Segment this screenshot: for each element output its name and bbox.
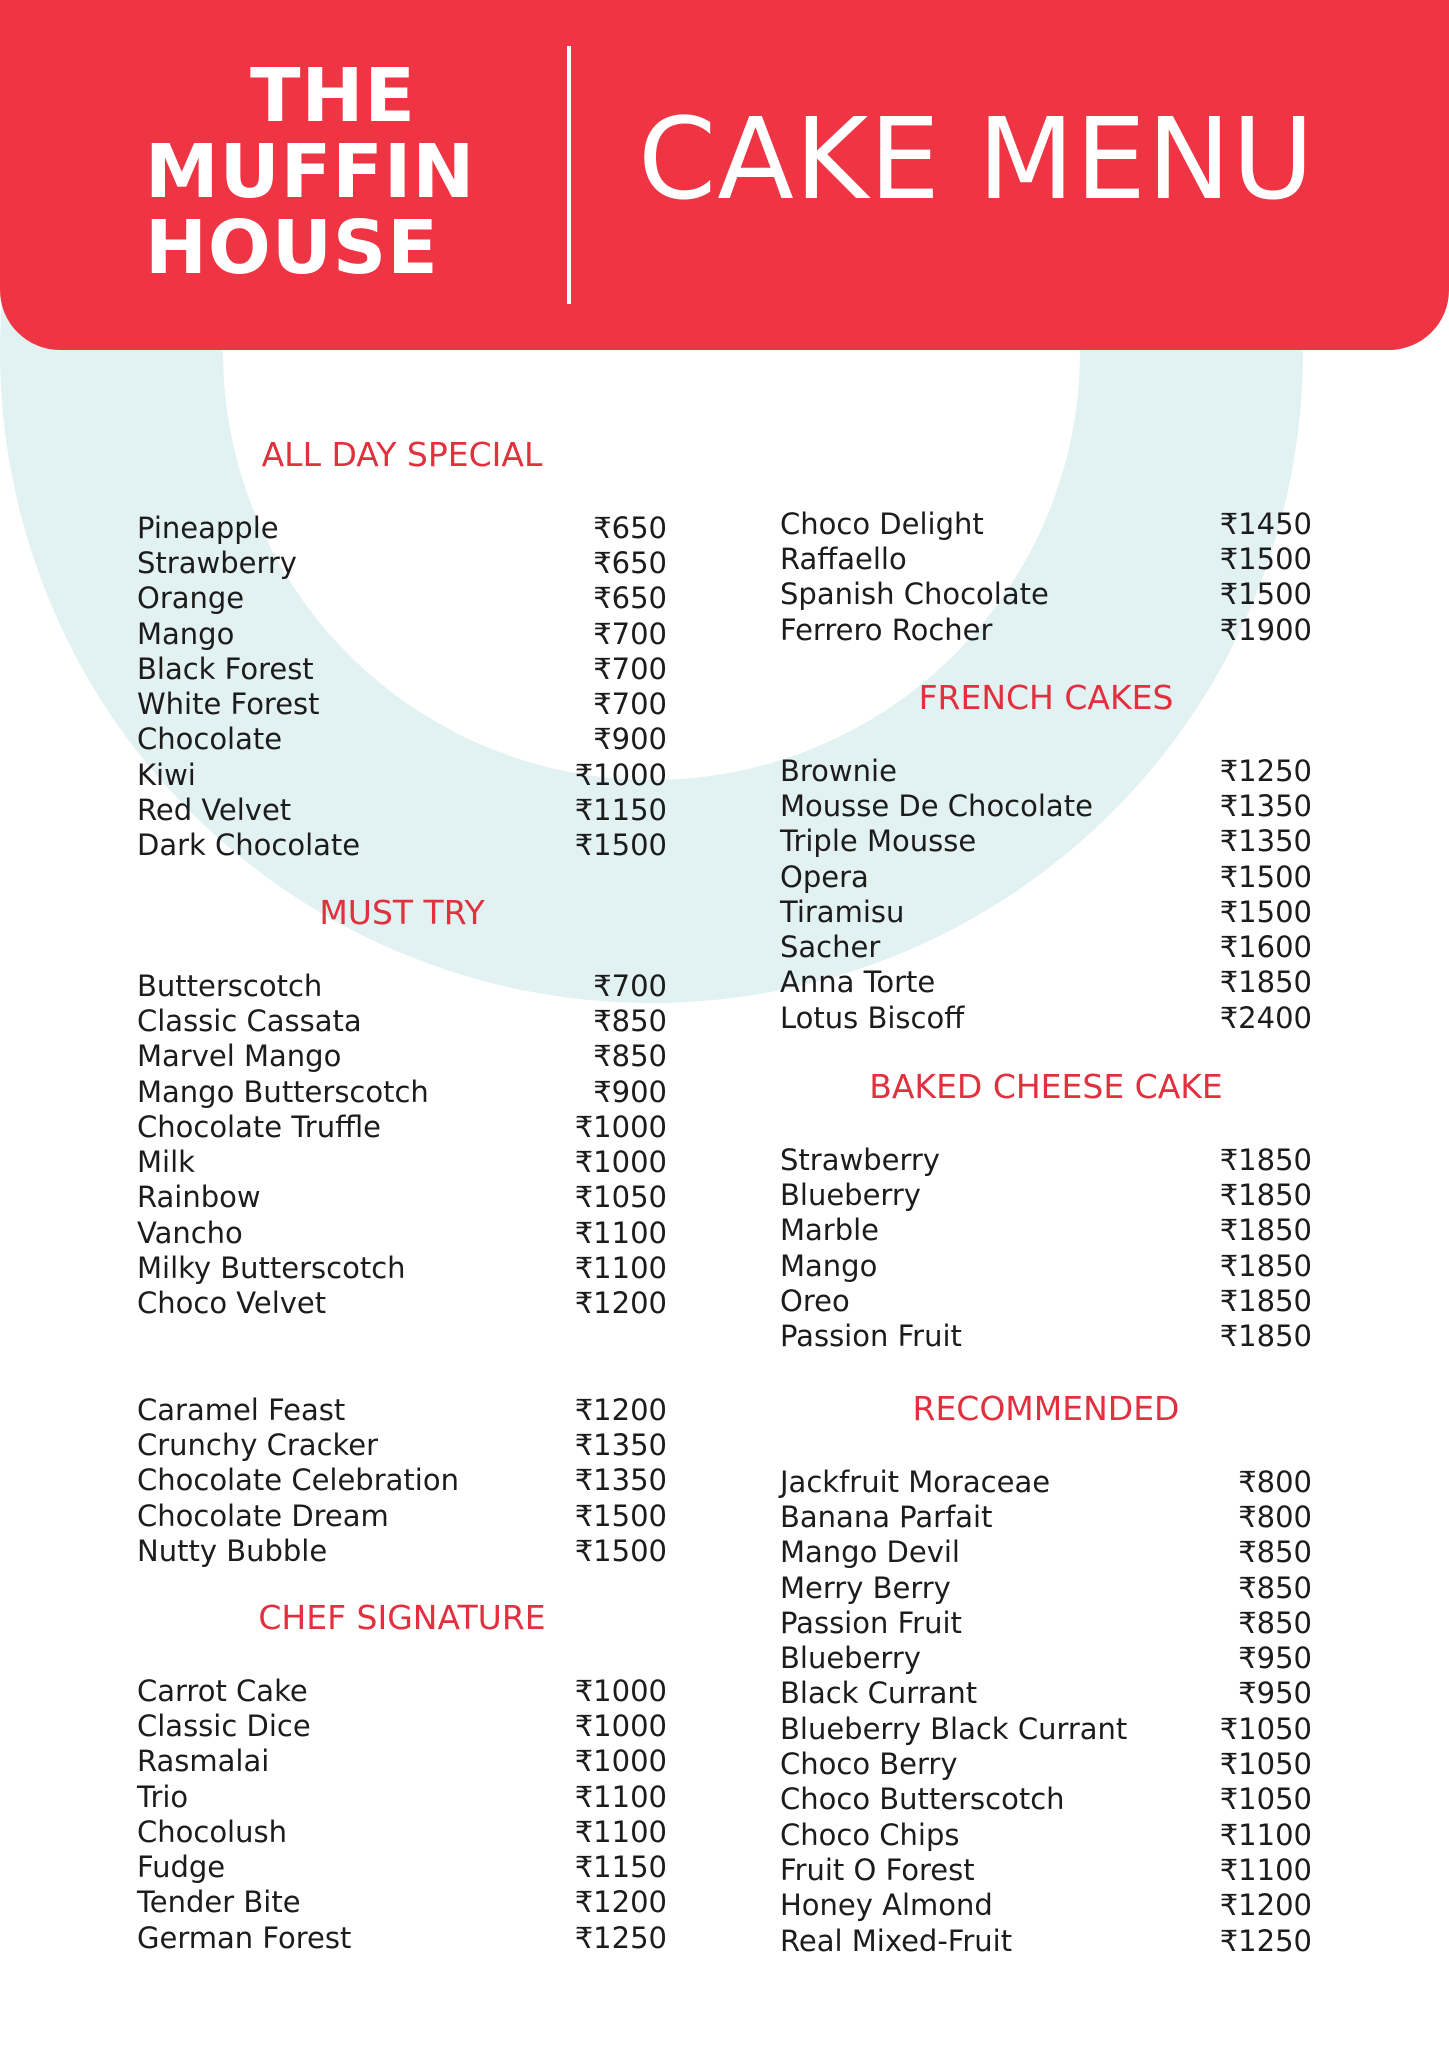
menu-item-name: Classic Dice	[137, 1708, 311, 1743]
menu-item-price: ₹700	[593, 968, 667, 1003]
menu-item-row	[137, 1250, 667, 1285]
menu-item-name: Blueberry	[780, 1177, 921, 1212]
menu-item-price: ₹1100	[574, 1215, 667, 1250]
menu-item-row	[137, 1144, 667, 1179]
menu-item-price: ₹1850	[1219, 1213, 1312, 1248]
menu-item-price: ₹1850	[1219, 1248, 1312, 1283]
menu-item-row	[137, 581, 667, 616]
menu-item-name: Choco Chips	[780, 1817, 960, 1852]
menu-item-row	[137, 757, 667, 792]
menu-item-name: Merry Berry	[780, 1570, 951, 1605]
menu-item-row	[137, 1074, 667, 1109]
menu-item-price: ₹1150	[574, 793, 667, 828]
menu-item-row	[137, 1392, 667, 1427]
brand-line-3: HOUSE	[145, 205, 439, 291]
menu-item-row	[780, 1283, 1312, 1318]
menu-item-row	[137, 1109, 667, 1144]
menu-item-price: ₹1900	[1219, 612, 1312, 647]
menu-item-name: Fudge	[137, 1850, 226, 1885]
menu-item-name: Choco Velvet	[137, 1286, 327, 1321]
menu-item-name: Caramel Feast	[137, 1392, 346, 1427]
section-must-try	[137, 968, 667, 1321]
menu-item-price: ₹1100	[1219, 1852, 1312, 1887]
section-chef-signature	[137, 1673, 667, 1955]
menu-item-row	[780, 1248, 1312, 1283]
menu-item-name: Kiwi	[137, 757, 196, 792]
section-title-baked-cheese-cake: BAKED CHEESE CAKE	[869, 1067, 1223, 1106]
menu-item-name: Classic Cassata	[137, 1003, 362, 1038]
menu-item-name: Pineapple	[137, 510, 279, 545]
menu-item-row	[780, 1676, 1312, 1711]
menu-item-row	[780, 1213, 1312, 1248]
menu-item-name: Mango Butterscotch	[137, 1074, 429, 1109]
menu-item-price: ₹1250	[574, 1920, 667, 1955]
menu-item-row	[137, 545, 667, 580]
menu-title: CAKE MENU	[638, 95, 1315, 225]
menu-item-row	[780, 1888, 1312, 1923]
menu-item-price: ₹1050	[574, 1180, 667, 1215]
menu-item-row	[780, 753, 1312, 788]
menu-item-name: Blueberry	[780, 1641, 921, 1676]
menu-item-name: Rainbow	[137, 1180, 261, 1215]
menu-item-name: Milky Butterscotch	[137, 1251, 406, 1286]
menu-item-price: ₹1850	[1219, 1142, 1312, 1177]
menu-item-price: ₹900	[593, 1074, 667, 1109]
menu-item-row	[137, 651, 667, 686]
menu-item-row	[780, 577, 1312, 612]
menu-item-price: ₹700	[593, 616, 667, 651]
menu-item-name: German Forest	[137, 1920, 352, 1955]
menu-item-name: Spanish Chocolate	[780, 577, 1049, 612]
menu-item-row	[780, 1499, 1312, 1534]
menu-item-row	[780, 1852, 1312, 1887]
menu-item-name: Mango	[137, 616, 235, 651]
section-more-cakes	[137, 1392, 667, 1568]
menu-item-price: ₹800	[1238, 1499, 1312, 1534]
menu-item-row	[780, 1923, 1312, 1958]
menu-item-row	[137, 1215, 667, 1250]
menu-item-name: Strawberry	[137, 545, 297, 580]
menu-item-row	[780, 541, 1312, 576]
section-baked-cheese-cake	[780, 1142, 1312, 1354]
menu-item-price: ₹850	[1238, 1605, 1312, 1640]
menu-item-price: ₹1850	[1219, 965, 1312, 1000]
menu-item-row	[137, 722, 667, 757]
menu-item-price: ₹1100	[1219, 1817, 1312, 1852]
menu-item-row	[137, 792, 667, 827]
section-title-must-try: MUST TRY	[319, 893, 485, 932]
menu-item-name: Carrot Cake	[137, 1673, 308, 1708]
section-title-recommended: RECOMMENDED	[912, 1389, 1180, 1428]
menu-item-row	[137, 1463, 667, 1498]
menu-item-row	[780, 1142, 1312, 1177]
menu-item-row	[137, 1498, 667, 1533]
menu-item-price: ₹1500	[1219, 894, 1312, 929]
menu-item-price: ₹1500	[574, 1533, 667, 1568]
menu-item-price: ₹1250	[1219, 1923, 1312, 1958]
menu-item-row	[137, 1885, 667, 1920]
menu-item-row	[137, 968, 667, 1003]
section-title-french-cakes: FRENCH CAKES	[918, 678, 1174, 717]
menu-item-row	[780, 1711, 1312, 1746]
menu-item-price: ₹2400	[1219, 1000, 1312, 1035]
menu-item-price: ₹1200	[574, 1286, 667, 1321]
menu-item-price: ₹1250	[1219, 753, 1312, 788]
menu-item-name: White Forest	[137, 687, 320, 722]
menu-item-price: ₹1000	[574, 1145, 667, 1180]
section-title-chef-signature: CHEF SIGNATURE	[258, 1598, 546, 1637]
menu-item-row	[137, 1533, 667, 1568]
menu-item-row	[780, 788, 1312, 823]
menu-item-row	[780, 824, 1312, 859]
menu-item-price: ₹950	[1238, 1641, 1312, 1676]
menu-item-price: ₹850	[1238, 1535, 1312, 1570]
menu-item-price: ₹1500	[1219, 541, 1312, 576]
menu-item-price: ₹850	[1238, 1570, 1312, 1605]
menu-item-name: Chocolate Truffle	[137, 1109, 381, 1144]
menu-item-name: Triple Mousse	[780, 824, 977, 859]
menu-item-name: Mango Devil	[780, 1535, 960, 1570]
menu-item-name: Blueberry Black Currant	[780, 1711, 1128, 1746]
menu-item-row	[780, 506, 1312, 541]
menu-item-row	[137, 1286, 667, 1321]
menu-item-row	[780, 1464, 1312, 1499]
menu-item-row	[137, 828, 667, 863]
menu-item-name: Milk	[137, 1145, 195, 1180]
menu-item-name: Rasmalai	[137, 1744, 270, 1779]
menu-item-row	[780, 1817, 1312, 1852]
menu-item-name: Choco Delight	[780, 506, 984, 541]
menu-item-name: Chocolate Celebration	[137, 1463, 459, 1498]
menu-item-name: Black Currant	[780, 1676, 978, 1711]
menu-item-row	[780, 1605, 1312, 1640]
menu-item-name: Nutty Bubble	[137, 1533, 328, 1568]
menu-item-price: ₹650	[593, 510, 667, 545]
menu-item-name: Vancho	[137, 1215, 243, 1250]
menu-item-name: Trio	[137, 1779, 189, 1814]
menu-item-price: ₹1200	[1219, 1888, 1312, 1923]
menu-item-price: ₹1350	[574, 1463, 667, 1498]
menu-item-price: ₹1350	[1219, 824, 1312, 859]
menu-item-price: ₹1000	[574, 1109, 667, 1144]
menu-item-name: Black Forest	[137, 651, 314, 686]
menu-item-price: ₹1500	[1219, 859, 1312, 894]
menu-item-price: ₹1050	[1219, 1782, 1312, 1817]
menu-item-price: ₹700	[593, 687, 667, 722]
menu-item-row	[780, 1535, 1312, 1570]
menu-item-name: Anna Torte	[780, 965, 936, 1000]
menu-item-price: ₹1050	[1219, 1711, 1312, 1746]
menu-item-price: ₹1600	[1219, 930, 1312, 965]
menu-item-price: ₹1000	[574, 757, 667, 792]
menu-item-name: Real Mixed-Fruit	[780, 1923, 1013, 1958]
section-recommended	[780, 1464, 1312, 1958]
section-all-day-special	[137, 510, 667, 863]
menu-item-name: Tender Bite	[137, 1885, 301, 1920]
menu-item-name: Fruit O Forest	[780, 1852, 975, 1887]
menu-item-price: ₹1350	[574, 1427, 667, 1462]
menu-item-price: ₹1100	[574, 1251, 667, 1286]
menu-item-row	[137, 1039, 667, 1074]
brand-logo	[145, 53, 495, 291]
menu-item-row	[780, 1177, 1312, 1212]
menu-item-row	[137, 1744, 667, 1779]
menu-item-name: Choco Berry	[780, 1747, 958, 1782]
menu-item-price: ₹1000	[574, 1673, 667, 1708]
menu-item-row	[780, 1570, 1312, 1605]
menu-item-row	[137, 686, 667, 721]
menu-item-row	[137, 1673, 667, 1708]
menu-item-name: Chocolate Dream	[137, 1498, 389, 1533]
menu-item-price: ₹700	[593, 651, 667, 686]
menu-item-row	[137, 1003, 667, 1038]
menu-item-row	[780, 1640, 1312, 1675]
menu-item-price: ₹650	[593, 581, 667, 616]
menu-item-row	[137, 616, 667, 651]
menu-item-price: ₹1150	[574, 1850, 667, 1885]
menu-item-row	[137, 510, 667, 545]
menu-item-name: Honey Almond	[780, 1888, 993, 1923]
menu-item-name: Tiramisu	[780, 894, 905, 929]
menu-item-name: Banana Parfait	[780, 1499, 993, 1534]
menu-item-name: Crunchy Cracker	[137, 1427, 379, 1462]
menu-item-row	[780, 965, 1312, 1000]
menu-item-name: Red Velvet	[137, 793, 292, 828]
menu-item-name: Sacher	[780, 930, 881, 965]
section-french-cakes	[780, 753, 1312, 1035]
menu-item-price: ₹850	[593, 1039, 667, 1074]
menu-item-price: ₹1000	[574, 1744, 667, 1779]
menu-item-name: Dark Chocolate	[137, 828, 361, 863]
menu-item-row	[780, 1782, 1312, 1817]
menu-item-name: Mango	[780, 1248, 878, 1283]
menu-item-name: Opera	[780, 859, 869, 894]
section-title-all-day-special: ALL DAY SPECIAL	[261, 435, 543, 474]
menu-item-name: Passion Fruit	[780, 1605, 962, 1640]
menu-item-price: ₹1500	[1219, 577, 1312, 612]
menu-item-row	[780, 612, 1312, 647]
menu-item-row	[780, 1746, 1312, 1781]
menu-item-name: Ferrero Rocher	[780, 612, 993, 647]
menu-item-row	[780, 1318, 1312, 1353]
header-banner	[0, 0, 1449, 350]
menu-item-price: ₹1100	[574, 1814, 667, 1849]
menu-item-price: ₹800	[1238, 1464, 1312, 1499]
menu-item-row	[137, 1849, 667, 1884]
menu-item-row	[780, 929, 1312, 964]
menu-item-name: Oreo	[780, 1283, 850, 1318]
menu-item-name: Choco Butterscotch	[780, 1782, 1065, 1817]
brand-line-1: THE	[250, 53, 416, 139]
section-top-right	[780, 506, 1312, 647]
menu-item-price: ₹1850	[1219, 1283, 1312, 1318]
menu-item-name: Chocolate	[137, 722, 283, 757]
brand-line-2: MUFFIN	[145, 129, 476, 215]
menu-item-row	[780, 1000, 1312, 1035]
menu-item-row	[780, 894, 1312, 929]
menu-item-name: Marvel Mango	[137, 1039, 342, 1074]
menu-item-price: ₹1500	[574, 1498, 667, 1533]
menu-item-price: ₹1100	[574, 1779, 667, 1814]
menu-item-price: ₹1450	[1219, 506, 1312, 541]
menu-item-row	[137, 1920, 667, 1955]
menu-item-price: ₹1000	[574, 1708, 667, 1743]
menu-item-price: ₹650	[593, 545, 667, 580]
menu-item-name: Mousse De Chocolate	[780, 788, 1093, 823]
menu-item-price: ₹1050	[1219, 1747, 1312, 1782]
menu-item-price: ₹850	[593, 1003, 667, 1038]
menu-item-row	[137, 1708, 667, 1743]
menu-item-name: Brownie	[780, 753, 897, 788]
menu-item-price: ₹1200	[574, 1885, 667, 1920]
menu-item-price: ₹1500	[574, 828, 667, 863]
menu-item-row	[137, 1180, 667, 1215]
menu-item-name: Chocolush	[137, 1814, 287, 1849]
menu-item-name: Lotus Biscoff	[780, 1000, 965, 1035]
menu-item-name: Butterscotch	[137, 968, 323, 1003]
menu-item-name: Jackfruit Moraceae	[780, 1464, 1051, 1499]
menu-item-price: ₹900	[593, 722, 667, 757]
menu-item-row	[137, 1427, 667, 1462]
menu-item-name: Orange	[137, 581, 245, 616]
menu-item-name: Passion Fruit	[780, 1319, 962, 1354]
menu-item-price: ₹1850	[1219, 1319, 1312, 1354]
menu-item-price: ₹1350	[1219, 788, 1312, 823]
menu-item-price: ₹950	[1238, 1676, 1312, 1711]
menu-item-row	[137, 1779, 667, 1814]
menu-item-price: ₹1200	[574, 1392, 667, 1427]
menu-item-row	[780, 859, 1312, 894]
menu-item-name: Marble	[780, 1213, 880, 1248]
header-divider	[567, 46, 571, 304]
menu-item-name: Raffaello	[780, 541, 907, 576]
menu-item-name: Strawberry	[780, 1142, 940, 1177]
menu-item-price: ₹1850	[1219, 1177, 1312, 1212]
menu-item-row	[137, 1814, 667, 1849]
